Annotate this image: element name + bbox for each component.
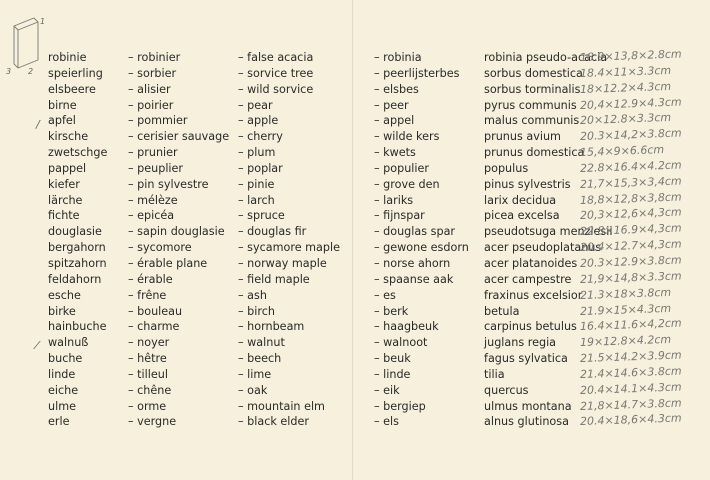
pencil-tick-walnuss: ⁄: [36, 339, 38, 352]
latin-name: populus: [484, 161, 529, 175]
dutch-name: – peer: [374, 98, 409, 112]
dutch-name: – walnoot: [374, 336, 428, 350]
german-name: bergahorn: [48, 241, 106, 255]
german-names-column: [48, 50, 107, 430]
dimension-note: 20.3×12.9×3.8cm: [579, 253, 682, 270]
german-name: walnuß: [48, 336, 89, 350]
german-name: hainbuche: [48, 320, 107, 334]
latin-name: juglans regia: [484, 336, 557, 350]
dimension-note: 22.8×16.9×4,3cm: [579, 221, 682, 239]
german-name: buche: [48, 352, 83, 366]
german-name: eiche: [48, 383, 79, 397]
english-name: – black elder: [238, 415, 309, 429]
french-name: – epicéa: [128, 209, 175, 223]
dutch-name: – haagbeuk: [374, 320, 439, 334]
german-name: douglasie: [48, 225, 102, 239]
english-name: – walnut: [238, 336, 285, 350]
english-name: – poplar: [238, 161, 283, 175]
dimension-note: 18.4×11×3.3cm: [579, 63, 672, 80]
latin-name: pseudotsuga menziesii: [484, 225, 613, 239]
french-name: – robinier: [128, 51, 181, 64]
dimension-note: 22.8×16.4×4.2cm: [579, 158, 682, 175]
english-name: – norway maple: [238, 256, 327, 270]
french-name: – sapin douglasie: [128, 225, 225, 239]
german-name: fichte: [48, 209, 80, 223]
english-name: – false acacia: [238, 51, 314, 64]
french-name: – peuplier: [128, 161, 184, 175]
latin-name: quercus: [484, 383, 529, 397]
dutch-name: – linde: [374, 367, 411, 381]
dimension-note: 19×12.8×4.2cm: [579, 333, 672, 350]
dutch-name: – lariks: [374, 193, 414, 207]
dutch-names-column: [374, 50, 469, 430]
english-name: – sycamore maple: [238, 241, 340, 255]
english-name: – beech: [238, 352, 282, 366]
german-name: robinie: [48, 51, 87, 64]
french-name: – érable: [128, 272, 173, 286]
dutch-name: – norse ahorn: [374, 256, 451, 270]
french-name: – poirier: [128, 98, 174, 112]
dutch-name: – es: [374, 288, 396, 302]
sketch-label-1: 1: [40, 17, 46, 26]
english-name: – lime: [238, 367, 272, 381]
english-name: – pear: [238, 98, 273, 112]
english-name: – field maple: [238, 272, 310, 286]
french-name: – mélèze: [128, 193, 178, 207]
french-name: – noyer: [128, 336, 170, 350]
french-name: – vergne: [128, 415, 177, 429]
english-name: – douglas fir: [238, 225, 307, 239]
dimension-note: 21.4×14.6×3.8cm: [579, 364, 682, 381]
french-name: – charme: [128, 320, 180, 334]
dimension-note: 20.4×18,6×4.3cm: [579, 411, 682, 429]
latin-name: pyrus communis: [484, 98, 577, 112]
french-name: – chêne: [128, 383, 172, 397]
box-sketch-icon: [4, 8, 46, 78]
french-name: – prunier: [128, 146, 178, 160]
latin-name: picea excelsa: [484, 209, 560, 223]
latin-name: larix decidua: [484, 193, 557, 207]
latin-name: robinia pseudo-acacia: [484, 51, 608, 64]
latin-name: acer campestre: [484, 272, 572, 286]
english-name: – hornbeam: [238, 320, 305, 334]
latin-name: fagus sylvatica: [484, 352, 568, 366]
dimension-note: 20,3×12,6×4,3cm: [579, 205, 682, 223]
german-name: pappel: [48, 161, 87, 175]
dimension-note: 21,8×14.7×3.8cm: [579, 396, 682, 413]
dimension-note: 16.4×11.6×4,2cm: [579, 316, 682, 334]
latin-name: prunus domestica: [484, 146, 585, 160]
dutch-name: – spaanse aak: [374, 272, 454, 286]
latin-name: betula: [484, 304, 520, 318]
english-name: – cherry: [238, 130, 283, 144]
latin-name: prunus avium: [484, 130, 561, 144]
latin-name: acer pseudoplatanus: [484, 241, 602, 255]
german-name: apfel: [48, 114, 76, 128]
german-name: kiefer: [48, 177, 80, 191]
sketch-label-3: 3: [6, 67, 12, 76]
latin-name: fraxinus excelsior: [484, 288, 583, 302]
dutch-name: – grove den: [374, 177, 440, 191]
dimension-note: 21,9×14,8×3.3cm: [579, 269, 682, 286]
english-name: – sorvice tree: [238, 66, 314, 80]
english-name: – pinie: [238, 177, 275, 191]
english-names-column: [238, 50, 340, 430]
french-name: – pommier: [128, 114, 188, 128]
dutch-name: – kwets: [374, 146, 416, 160]
dimension-note: 20.3×14,2×3.8cm: [579, 126, 682, 144]
dutch-name: – douglas spar: [374, 225, 456, 239]
english-name: – oak: [238, 383, 268, 397]
latin-name: tilia: [484, 367, 505, 381]
german-name: birke: [48, 304, 76, 318]
dimension-note: 15,4×9×6.6cm: [579, 143, 665, 160]
latin-name: acer platanoides: [484, 256, 578, 270]
german-name: birne: [48, 98, 77, 112]
dimension-note: 21.3×18×3.8cm: [579, 285, 672, 302]
french-name: – hêtre: [128, 352, 167, 366]
german-name: erle: [48, 415, 70, 429]
handwritten-dimensions-column: [579, 47, 682, 430]
french-name: – pin sylvestre: [128, 177, 209, 191]
dimension-note: 18.9×13,8×2.8cm: [579, 47, 682, 64]
dimension-note: 21.5×14.2×3.9cm: [579, 348, 682, 366]
dutch-name: – gewone esdorn: [374, 241, 469, 255]
dimension-note: 20×12.8×3.3cm: [579, 111, 672, 128]
french-names-column: [128, 50, 229, 430]
german-name: ulme: [48, 399, 76, 413]
center-fold: [352, 0, 354, 480]
dutch-name: – appel: [374, 114, 415, 128]
dimension-note: 20,4×12.9×4.3cm: [579, 94, 682, 112]
french-name: – frêne: [128, 288, 167, 302]
latin-name: carpinus betulus: [484, 320, 577, 334]
english-name: – ash: [238, 288, 267, 302]
english-name: – apple: [238, 114, 279, 128]
dutch-name: – berk: [374, 304, 409, 318]
french-name: – tilleul: [128, 367, 168, 381]
english-name: – spruce: [238, 209, 285, 223]
dutch-name: – elsbes: [374, 82, 419, 96]
german-name: kirsche: [48, 130, 89, 144]
english-name: – plum: [238, 146, 276, 160]
german-name: zwetschge: [48, 146, 108, 160]
german-name: spitzahorn: [48, 256, 107, 270]
french-name: – sorbier: [128, 66, 177, 80]
dutch-name: – robinia: [374, 51, 422, 64]
dutch-name: – populier: [374, 161, 429, 175]
english-name: – birch: [238, 304, 275, 318]
dimension-note: 20.4×12.7×4,3cm: [579, 237, 682, 255]
dutch-name: – beuk: [374, 352, 411, 366]
latin-name: sorbus domestica: [484, 66, 583, 80]
german-name: lärche: [48, 193, 83, 207]
german-name: feldahorn: [48, 272, 102, 286]
pencil-tick-apfel: /: [36, 118, 40, 131]
german-name: elsbeere: [48, 82, 96, 96]
french-name: – cerisier sauvage: [128, 130, 230, 144]
german-name: esche: [48, 288, 81, 302]
french-name: – érable plane: [128, 256, 208, 270]
dutch-name: – peerlijsterbes: [374, 66, 460, 80]
dutch-name: – fijnspar: [374, 209, 425, 223]
latin-name: pinus sylvestris: [484, 177, 571, 191]
english-name: – larch: [238, 193, 275, 207]
french-name: – orme: [128, 399, 167, 413]
dimension-note: 18,8×12,8×3,8cm: [579, 190, 682, 207]
english-name: – mountain elm: [238, 399, 325, 413]
sketch-label-2: 2: [28, 67, 34, 76]
dutch-name: – bergiep: [374, 399, 426, 413]
french-name: – bouleau: [128, 304, 183, 318]
dutch-name: – wilde kers: [374, 130, 440, 144]
english-name: – wild sorvice: [238, 82, 314, 96]
dimension-note: 21.9×15×4.3cm: [579, 301, 672, 318]
latin-name: sorbus torminalis: [484, 82, 581, 96]
dimension-note: 20.4×14.1×4.3cm: [579, 380, 682, 397]
dimension-note: 18×12.2×4.3cm: [579, 79, 672, 96]
dimension-note: 21,7×15,3×3,4cm: [579, 174, 682, 191]
german-name: speierling: [48, 66, 103, 80]
dutch-name: – els: [374, 415, 399, 429]
latin-name: malus communis: [484, 114, 580, 128]
latin-name: ulmus montana: [484, 399, 572, 413]
latin-name: alnus glutinosa: [484, 415, 569, 429]
dutch-name: – eik: [374, 383, 400, 397]
german-name: linde: [48, 367, 76, 381]
french-name: – alisier: [128, 82, 171, 96]
french-name: – sycomore: [128, 241, 192, 255]
